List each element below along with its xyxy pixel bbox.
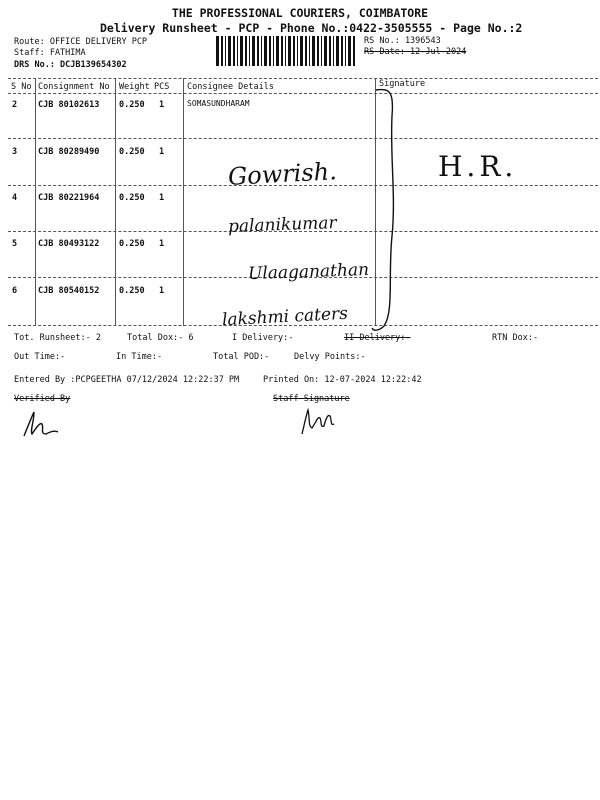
table-row-consignee: SOMASUNDHARAM [187,99,250,108]
out-time: Out Time:- [14,352,66,362]
barcode-bar [252,36,255,66]
table-row-consignment: CJB 80221964 [38,193,100,203]
total-runsheet: Tot. Runsheet:- 2 [14,333,101,343]
barcode-bar [221,36,223,66]
delvy-points: Delvy Points:- [294,352,366,362]
rtn-dox: RTN Dox:- [492,333,539,343]
col-header-signature: Signature [379,79,426,89]
handwritten-name-row6: lakshmi caters [221,303,349,331]
table-row-pcs: 1 [159,147,165,157]
barcode [214,36,356,66]
total-dox: Total Dox:- 6 [127,333,194,343]
table-row-weight: 0.250 [119,100,145,110]
table-row-pcs: 1 [159,286,165,296]
barcode-bar [305,36,307,66]
barcode-bar [312,36,315,66]
handwritten-name-row5: Ulaaganathan [247,259,370,285]
barcode-bar [293,36,295,66]
barcode-bar [285,36,286,66]
handwritten-name-row4: palanikumar [227,213,337,237]
ii-delivery: II Delivery:- [344,333,411,343]
barcode-bar [257,36,259,66]
table-row-consignment: CJB 80289490 [38,147,100,157]
table-row-sno: 5 [12,239,18,249]
barcode-bar [261,36,262,66]
total-pod: Total POD:- [213,352,270,362]
company-title: THE PROFESSIONAL COURIERS, COIMBATORE [171,6,429,20]
barcode-bar [240,36,243,66]
row-rule [8,138,598,139]
barcode-bar [281,36,283,66]
staff-signature [298,404,338,438]
barcode-bar [269,36,271,66]
table-row-sno: 3 [12,147,18,157]
table-row-pcs: 1 [159,100,165,110]
barcode-bar [245,36,247,66]
staff-label: Staff: FATHIMA [14,48,86,58]
barcode-bar [233,36,235,66]
table-row-consignment: CJB 80102613 [38,100,100,110]
barcode-bar [309,36,310,66]
barcode-bar [228,36,231,66]
i-delivery: I Delivery:- [232,333,294,343]
table-row-consignment: CJB 80493122 [38,239,100,249]
printed-on: Printed On: 12-07-2024 12:22:42 [263,375,422,385]
col-header-consignment: Consignment No [38,82,110,92]
barcode-bar [276,36,279,66]
handwritten-sign-row3: H.R. [438,150,518,183]
route-label: Route: OFFICE DELIVERY PCP [14,37,148,47]
signature-bracket-scribble [370,86,410,334]
col-header-consignee: Consignee Details [187,82,274,92]
table-row-sno: 4 [12,193,18,203]
barcode-bar [237,36,238,66]
barcode-bar [341,36,343,66]
drs-label: DRS No.: DCJB139654302 [14,60,127,70]
table-header-rule [8,93,598,94]
table-row-weight: 0.250 [119,286,145,296]
verifier-signature [18,408,62,440]
barcode-bar [288,36,291,66]
barcode-bar [348,36,351,66]
barcode-bar [225,36,226,66]
table-row-pcs: 1 [159,239,165,249]
barcode-bar [333,36,334,66]
table-top-rule [8,78,598,79]
table-row-sno: 2 [12,100,18,110]
barcode-bar [249,36,250,66]
barcode-bar [345,36,346,66]
table-row-weight: 0.250 [119,147,145,157]
barcode-bar [273,36,274,66]
handwritten-name-row3: Gowrish. [227,157,338,191]
col-header-weight: Weight [119,82,150,92]
table-row-weight: 0.250 [119,239,145,249]
barcode-bar [336,36,339,66]
runsheet-title: Delivery Runsheet - PCP - Phone No.:0422-3505555 - Page No.:2 [100,21,523,35]
table-row-pcs: 1 [159,193,165,203]
rs-date: RS Date: 12-Jul-2024 [364,47,467,57]
col-divider [35,78,36,326]
barcode-bar [321,36,322,66]
col-header-sno: S No [11,82,32,92]
verified-by-label: Verified By [14,394,71,404]
col-divider [183,78,184,326]
col-header-pcs: PCS [154,82,170,92]
table-row-consignment: CJB 80540152 [38,286,100,296]
barcode-bar [216,36,219,66]
barcode-bar [317,36,319,66]
table-row-weight: 0.250 [119,193,145,203]
in-time: In Time:- [116,352,163,362]
rs-number: RS No.: 1396543 [364,36,441,46]
barcode-bar [329,36,331,66]
barcode-bar [297,36,298,66]
staff-signature-label: Staff Signature [273,394,350,404]
barcode-bar [264,36,267,66]
table-row-sno: 6 [12,286,18,296]
barcode-bar [324,36,327,66]
entered-by: Entered By :PCPGEETHA 07/12/2024 12:22:37 PM [14,375,240,385]
barcode-bar [353,36,355,66]
barcode-bar [300,36,303,66]
col-divider [115,78,116,326]
